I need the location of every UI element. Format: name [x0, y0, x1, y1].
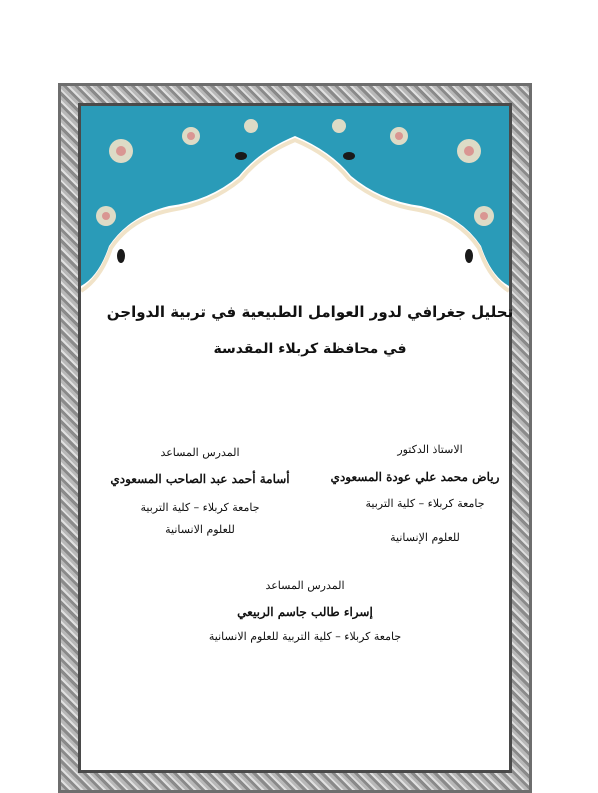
author2-affiliation-1: جامعة كربلاء – كلية التربية: [140, 501, 260, 514]
title-line-1: تحليل جغرافي لدور العوامل الطبيعية في تربية الدواجن: [106, 303, 514, 321]
author2-name: أسامة أحمد عبد الصاحب المسعودي: [110, 472, 290, 486]
author1-role: الاستاذ الدكتور: [397, 443, 463, 456]
author1-affiliation-1: جامعة كربلاء – كلية التربية: [365, 497, 485, 510]
author3-role: المدرس المساعد: [265, 579, 345, 592]
author2-affiliation-2: للعلوم الانسانية: [165, 523, 235, 536]
author1-affiliation-2: للعلوم الإنسانية: [390, 531, 460, 544]
author2-role: المدرس المساعد: [160, 446, 240, 459]
author3-name: إسراء طالب جاسم الربيعي: [237, 605, 373, 619]
title-line-2: في محافظة كربلاء المقدسة: [213, 341, 407, 357]
author3-affiliation: جامعة كربلاء – كلية التربية للعلوم الانسانية: [208, 630, 402, 643]
author1-name: رياض محمد علي عودة المسعودي: [330, 470, 500, 484]
